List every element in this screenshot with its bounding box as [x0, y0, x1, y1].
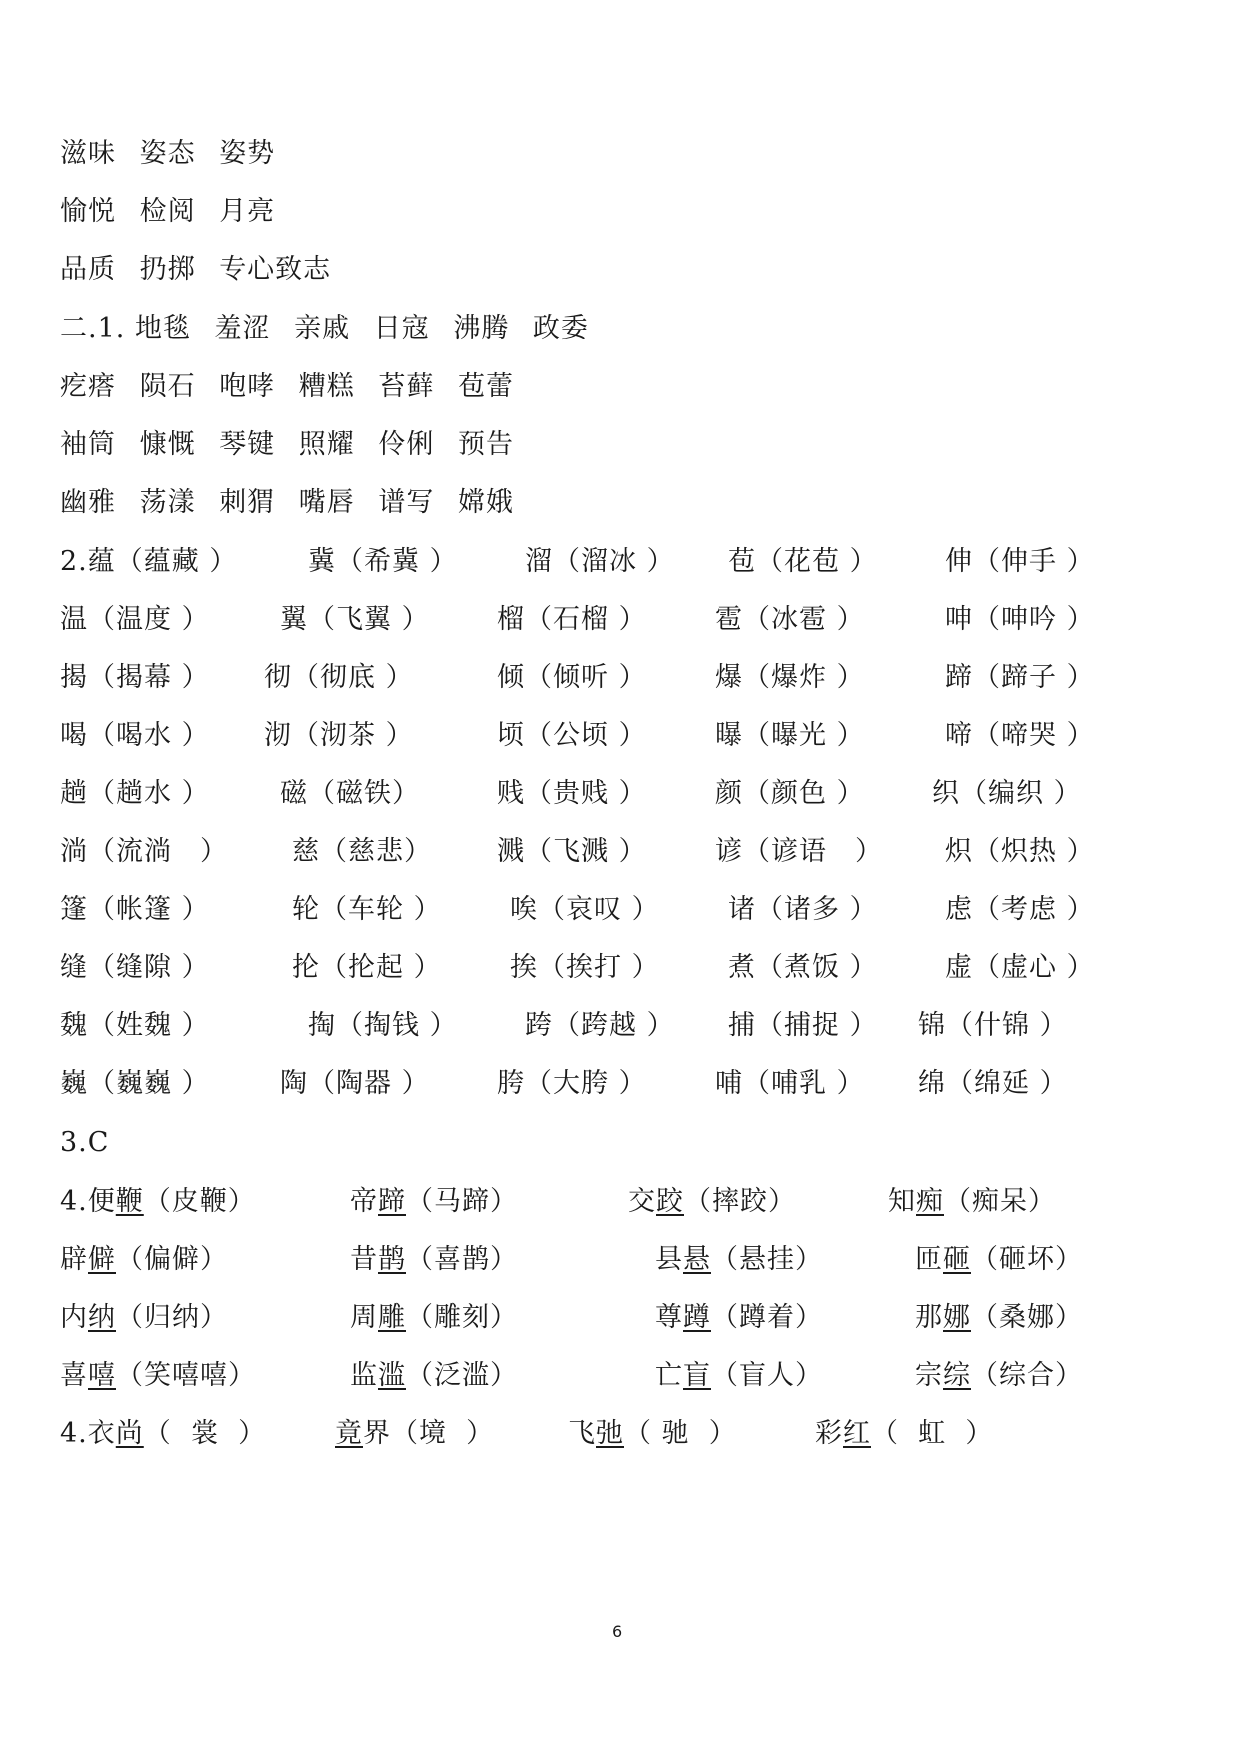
intro-line-3 — [60, 252, 345, 288]
q2-entry: 虑（考虑 ） — [945, 894, 1095, 925]
q4b-entry: 飞弛（ 驰 ） — [568, 1416, 737, 1452]
word: 地毯 — [134, 313, 191, 344]
q2-row — [0, 950, 1239, 986]
word: 荡漾 — [139, 487, 196, 518]
underlined-char: 盲 — [683, 1360, 711, 1391]
word: 咆哮 — [219, 371, 276, 402]
word: 愉悦 — [60, 196, 116, 227]
q2-entry: 唉（哀叹 ） — [510, 894, 660, 925]
underlined-char: 痴 — [916, 1186, 944, 1217]
underlined-char: 跤 — [656, 1186, 684, 1217]
q2-entry: 倾（倾听 ） — [497, 662, 647, 693]
underlined-char: 滥 — [378, 1360, 406, 1391]
q4-entry: 宗综（综合） — [915, 1360, 1083, 1391]
word: 滋味 — [60, 138, 116, 169]
q2-entry: 趟（趟水 ） — [60, 778, 210, 809]
underlined-char: 竟 — [335, 1418, 363, 1449]
q2-entry: 苞（花苞 ） — [728, 546, 878, 577]
question-label: 2. — [60, 546, 88, 577]
q2-entry: 温（温度 ） — [60, 604, 210, 635]
q2-entry: 溜（溜冰 ） — [525, 546, 675, 577]
q4-entry: 那娜（桑娜） — [915, 1302, 1083, 1333]
q2-entry: 诸（诸多 ） — [728, 894, 878, 925]
q2-entry: 颜（颜色 ） — [715, 778, 865, 809]
q2-entry: 顷（公顷 ） — [497, 720, 647, 751]
q2-entry: 哺（哺乳 ） — [715, 1068, 865, 1099]
q2-row — [0, 776, 1239, 812]
q4-entry: 周雕（雕刻） — [350, 1302, 518, 1333]
q2-entry: 跨（跨越 ） — [525, 1010, 675, 1041]
q2-entry: 织（编织 ） — [932, 778, 1082, 809]
q2-entry: 陶（陶器 ） — [280, 1068, 430, 1099]
section2-line-2 — [60, 369, 528, 405]
q4b-entry: 竟界（境 ） — [335, 1416, 494, 1452]
q4-entry: 尊蹲（蹲着） — [655, 1302, 823, 1333]
q2-entry: 呻（呻吟 ） — [945, 604, 1095, 635]
q2-entry: 喝（喝水 ） — [60, 720, 210, 751]
word: 月亮 — [219, 196, 276, 227]
section2-line-1 — [60, 311, 603, 347]
answer-blank: 裳 — [190, 1418, 219, 1449]
q4-row — [0, 1300, 1239, 1336]
q2-row — [0, 1008, 1239, 1044]
q4-entry: 县悬（悬挂） — [655, 1244, 823, 1275]
word: 沸腾 — [453, 313, 510, 344]
word: 预告 — [457, 429, 514, 460]
q2-entry: 2.蕴（蕴藏 ） — [60, 546, 238, 577]
q2-entry: 胯（大胯 ） — [497, 1068, 647, 1099]
q2-entry: 慈（慈悲） — [292, 836, 432, 867]
q4-row — [0, 1242, 1239, 1278]
q2-entry: 蹄（蹄子 ） — [945, 662, 1095, 693]
word: 专心致志 — [219, 254, 332, 285]
q2-entry: 篷（帐篷 ） — [60, 894, 210, 925]
q4b-entry: 4.衣尚（ 裳 ） — [60, 1416, 266, 1452]
word: 嘴唇 — [298, 487, 355, 518]
underlined-char: 尚 — [115, 1418, 144, 1449]
word: 袖筒 — [60, 429, 116, 460]
q2-entry: 冀（希冀 ） — [308, 546, 458, 577]
q2-entry: 抡（抡起 ） — [292, 952, 442, 983]
word: 刺猬 — [219, 487, 276, 518]
underlined-char: 鞭 — [115, 1186, 144, 1217]
word: 照耀 — [298, 429, 355, 460]
q2-row — [0, 1066, 1239, 1102]
q4-entry: 昔鹊（喜鹊） — [350, 1244, 518, 1275]
underlined-char: 红 — [843, 1418, 871, 1449]
q2-entry: 缝（缝隙 ） — [60, 952, 210, 983]
word: 疙瘩 — [60, 371, 116, 402]
q4-row — [0, 1358, 1239, 1394]
q2-entry: 伸（伸手 ） — [945, 546, 1095, 577]
section-label: 二. — [60, 313, 98, 344]
intro-line-2 — [60, 194, 289, 230]
word: 姿势 — [219, 138, 276, 169]
q2-entry: 揭（揭幕 ） — [60, 662, 210, 693]
word: 羞涩 — [214, 313, 271, 344]
q4-entry: 亡盲（盲人） — [655, 1360, 823, 1391]
page-number: 6 — [612, 1622, 623, 1641]
answer-blank: 境 — [419, 1418, 447, 1449]
underlined-char: 砸 — [943, 1244, 971, 1275]
q4b-row — [0, 1416, 1239, 1452]
word: 陨石 — [139, 371, 196, 402]
underlined-char: 蹄 — [378, 1186, 406, 1217]
question-label: 1. — [97, 313, 126, 344]
q2-entry: 轮（车轮 ） — [292, 894, 442, 925]
q4-row — [0, 1184, 1239, 1220]
q2-row — [0, 602, 1239, 638]
q2-row — [0, 892, 1239, 928]
q2-entry: 沏（沏茶 ） — [264, 720, 414, 751]
underlined-char: 纳 — [88, 1302, 116, 1333]
q2-entry: 谚（谚语 ） — [715, 836, 883, 867]
q2-entry: 捕（捕捉 ） — [728, 1010, 878, 1041]
q4b-entry: 彩红（ 虹 ） — [815, 1416, 993, 1452]
word: 品质 — [60, 254, 116, 285]
word: 慷慨 — [139, 429, 196, 460]
q4-entry: 知痴（痴呆） — [888, 1186, 1056, 1217]
word: 伶俐 — [378, 429, 435, 460]
section2-line-3 — [60, 427, 528, 463]
q2-entry: 雹（冰雹 ） — [715, 604, 865, 635]
q2-entry: 溅（飞溅 ） — [497, 836, 647, 867]
underlined-char: 雕 — [378, 1302, 406, 1333]
underlined-char: 嘻 — [88, 1360, 116, 1391]
underlined-char: 弛 — [596, 1418, 624, 1449]
q4-entry: 喜嘻（笑嘻嘻） — [60, 1360, 256, 1391]
q2-row — [0, 834, 1239, 870]
q3-answer: 3.C — [60, 1127, 110, 1158]
q2-entry: 磁（磁铁） — [280, 778, 420, 809]
word: 苔藓 — [378, 371, 435, 402]
q2-entry: 挨（挨打 ） — [510, 952, 660, 983]
question-label: 4. — [60, 1186, 88, 1217]
answer-blank: 虹 — [918, 1418, 947, 1449]
underlined-char: 鹊 — [378, 1244, 406, 1275]
underlined-char: 娜 — [943, 1302, 971, 1333]
q2-entry: 锦（什锦 ） — [918, 1010, 1068, 1041]
q2-entry: 榴（石榴 ） — [497, 604, 647, 635]
answer-blank: 驰 — [661, 1418, 690, 1449]
q2-entry: 贱（贵贱 ） — [497, 778, 647, 809]
q4-entry: 内纳（归纳） — [60, 1302, 228, 1333]
q2-row — [0, 660, 1239, 696]
word: 扔掷 — [139, 254, 196, 285]
word: 幽雅 — [60, 487, 116, 518]
q2-entry: 淌（流淌 ） — [60, 836, 228, 867]
q4-entry: 交跤（摔跤） — [628, 1186, 796, 1217]
q4-entry: 4.便鞭（皮鞭） — [60, 1186, 256, 1217]
q2-entry: 煮（煮饭 ） — [728, 952, 878, 983]
q2-row — [0, 718, 1239, 754]
section2-line-4 — [60, 485, 528, 521]
q2-entry: 曝（曝光 ） — [715, 720, 865, 751]
underlined-char: 悬 — [683, 1244, 711, 1275]
q2-entry: 爆（爆炸 ） — [715, 662, 865, 693]
q2-entry: 掏（掏钱 ） — [308, 1010, 458, 1041]
q2-entry: 魏（姓魏 ） — [60, 1010, 210, 1041]
word: 日寇 — [373, 313, 430, 344]
q2-entry: 绵（绵延 ） — [918, 1068, 1068, 1099]
word: 政委 — [532, 313, 589, 344]
word: 糟糕 — [298, 371, 355, 402]
q4-entry: 辟僻（偏僻） — [60, 1244, 228, 1275]
underlined-char: 蹲 — [683, 1302, 711, 1333]
question-label: 4. — [60, 1418, 88, 1449]
word: 嫦娥 — [457, 487, 514, 518]
word: 亲戚 — [294, 313, 351, 344]
underlined-char: 综 — [943, 1360, 971, 1391]
q2-entry: 巍（巍巍 ） — [60, 1068, 210, 1099]
q4-entry: 匝砸（砸坏） — [915, 1244, 1083, 1275]
intro-line-1 — [60, 136, 289, 172]
word: 谱写 — [378, 487, 435, 518]
q2-entry: 啼（啼哭 ） — [945, 720, 1095, 751]
q2-entry: 虚（虚心 ） — [945, 952, 1095, 983]
q4-entry: 监滥（泛滥） — [350, 1360, 518, 1391]
q2-entry: 翼（飞翼 ） — [280, 604, 430, 635]
q4-entry: 帝蹄（马蹄） — [350, 1186, 518, 1217]
word: 苞蕾 — [457, 371, 514, 402]
underlined-char: 僻 — [88, 1244, 116, 1275]
q2-entry: 炽（炽热 ） — [945, 836, 1095, 867]
word: 姿态 — [139, 138, 196, 169]
q2-entry: 彻（彻底 ） — [264, 662, 414, 693]
word: 琴键 — [219, 429, 276, 460]
word: 检阅 — [139, 196, 196, 227]
q2-row — [0, 544, 1239, 580]
